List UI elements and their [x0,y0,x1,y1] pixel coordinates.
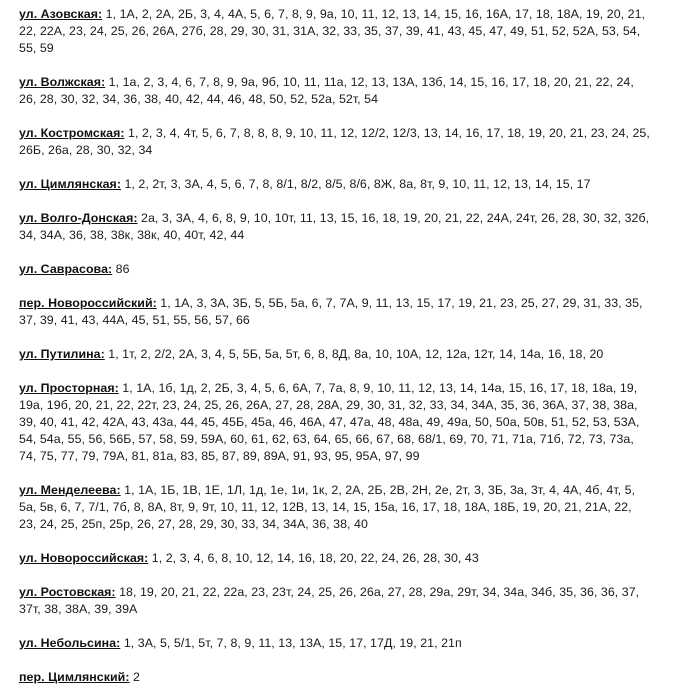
street-name: ул. Саврасова: [19,262,113,276]
street-entry-novorossiyskaya [19,550,650,567]
street-entry-savrasova [19,261,650,278]
street-entry-mendeleeva [19,482,650,533]
street-name: ул. Костромская: [19,126,125,140]
street-name: пер. Цимлянский: [19,670,130,684]
street-name: пер. Новороссийский: [19,296,157,310]
house-numbers: 1, 1т, 2, 2/2, 2А, 3, 4, 5, 5Б, 5а, 5т, 6, 8, 8Д, 8а, 10, 10А, 12, 12а, 12т, 14, 14а, 16, 18, 20 [104,347,604,361]
house-numbers: 1, 2, 2т, 3, 3А, 4, 5, 6, 7, 8, 8/1, 8/2, 8/5, 8/6, 8Ж, 8а, 8т, 9, 10, 11, 12, 13, 14, 15, 17 [121,177,591,191]
house-numbers: 1, 1А, 1Б, 1В, 1Е, 1Л, 1д, 1е, 1и, 1к, 2, 2А, 2Б, 2В, 2Н, 2е, 2т, 3, 3Б, 3а, 3т, 4, 4А, 4б, 4т, 5, 5а, 5в, 6, 7, 7/1, 7б, 8, 8А, 8т, 9, 9т, 10, 11, 12, 12В, 13, 14, 15, 15а, 16, 17, 18, 18А, 18Б, 19, 20, 21, 21А, 22, 23, 24, 25, 25п, 25р, 26, 27, 28, 29, 30, 33, 34, 34А, 36, 38, 40 [19,483,636,531]
street-name: ул. Путилина: [19,347,105,361]
street-entry-novorossiyskiy-lane [19,295,650,329]
street-name: ул. Просторная: [19,381,119,395]
house-numbers: 1, 2, 3, 4, 4т, 5, 6, 7, 8, 8, 8, 9, 10, 11, 12, 12/2, 12/3, 13, 14, 16, 17, 18, 19, 20, 21, 23, 24, 25, 26Б, 26а, 28, 30, 32, 34 [19,126,650,157]
house-numbers: 86 [112,262,130,276]
house-numbers: 1, 3А, 5, 5/1, 5т, 7, 8, 9, 11, 13, 13А, 15, 17, 17Д, 19, 21, 21п [120,636,462,650]
street-entry-azovskaya [19,6,650,57]
street-entry-kostromskaya [19,125,650,159]
street-name: ул. Новороссийская: [19,551,149,565]
street-name: ул. Цимлянская: [19,177,121,191]
street-name: ул. Волжская: [19,75,106,89]
street-entry-tsimlyanskaya [19,176,650,193]
house-numbers: 18, 19, 20, 21, 22, 22а, 23, 23т, 24, 25, 26, 26а, 27, 28, 29а, 29т, 34, 34а, 34б, 35, 36, 36, 37, 37т, 38, 38А, 39, 39А [19,585,640,616]
house-numbers: 2а, 3, 3А, 4, 6, 8, 9, 10, 10т, 11, 13, 15, 16, 18, 19, 20, 21, 22, 24А, 24т, 26, 28, 30, 32, 32б, 34, 34А, 36, 38, 38к, 38к, 40, 40т, 42, 44 [19,211,650,242]
street-entry-tsimlyanskiy-lane [19,669,650,686]
house-numbers: 1, 1А, 3, 3А, 3Б, 5, 5Б, 5а, 6, 7, 7А, 9, 11, 13, 15, 17, 19, 21, 23, 25, 27, 29, 31, 33, 35, 37, 39, 41, 43, 44А, 45, 51, 55, 56, 57, 66 [19,296,643,327]
street-entry-putilina [19,346,650,363]
street-name: ул. Волго-Донская: [19,211,138,225]
house-numbers: 1, 1а, 2, 3, 4, 6, 7, 8, 9, 9а, 9б, 10, 11, 11а, 12, 13, 13А, 13б, 14, 15, 16, 17, 18, 20, 21, 22, 24, 26, 28, 30, 32, 34, 36, 38, 40, 42, 44, 46, 48, 50, 52, 52а, 52т, 54 [19,75,634,106]
street-entry-prostornaya [19,380,650,465]
street-name: ул. Небольсина: [19,636,121,650]
street-entry-volzhskaya [19,74,650,108]
house-numbers: 1, 1А, 2, 2А, 2Б, 3, 4, 4А, 5, 6, 7, 8, 9, 9а, 10, 11, 12, 13, 14, 15, 16, 16А, 17, 18, 18А, 19, 20, 21, 22, 22А, 23, 24, 25, 26, 26А, 27б, 28, 29, 30, 31, 31А, 32, 33, 35, 37, 39, 41, 43, 45, 47, 49, 51, 52, 52А, 53, 54, 55, 59 [19,7,646,55]
house-numbers: 2 [129,670,140,684]
street-entry-rostovskaya [19,584,650,618]
house-numbers: 1, 1А, 1б, 1д, 2, 2Б, 3, 4, 5, 6, 6А, 7, 7а, 8, 9, 10, 11, 12, 13, 14, 14а, 15, 16, 17, 18, 18а, 19, 19а, 19б, 20, 21, 22, 22т, 23, 24, 25, 26, 26А, 27, 28, 28А, 29, 30, 31, 32, 33, 34, 34А, 35, 36, 36А, 37, 38, 38а, 39, 40, 41, 42, 42А, 43, 43а, 44, 45, 45Б, 45а, 46, 46А, 47, 47а, 48, 48а, 49, 49а, 50, 50а, 50в, 51, 52, 53, 53А, 54, 54а, 55, 56, 56Б, 57, 58, 59, 59А, 60, 61, 62, 63, 64, 65, 66, 67, 68, 68/1, 69, 70, 71, 71а, 71б, 72, 73, 73а, 74, 75, 77, 79, 79А, 81, 81а, 83, 85, 87, 89, 89А, 91, 93, 95, 95А, 97, 99 [19,381,640,463]
street-name: ул. Ростовская: [19,585,116,599]
house-numbers: 1, 2, 3, 4, 6, 8, 10, 12, 14, 16, 18, 20, 22, 24, 26, 28, 30, 43 [148,551,479,565]
street-name: ул. Менделеева: [19,483,121,497]
street-name: ул. Азовская: [19,7,103,21]
street-entry-volgo-donskaya [19,210,650,244]
street-entry-nebolsina [19,635,650,652]
